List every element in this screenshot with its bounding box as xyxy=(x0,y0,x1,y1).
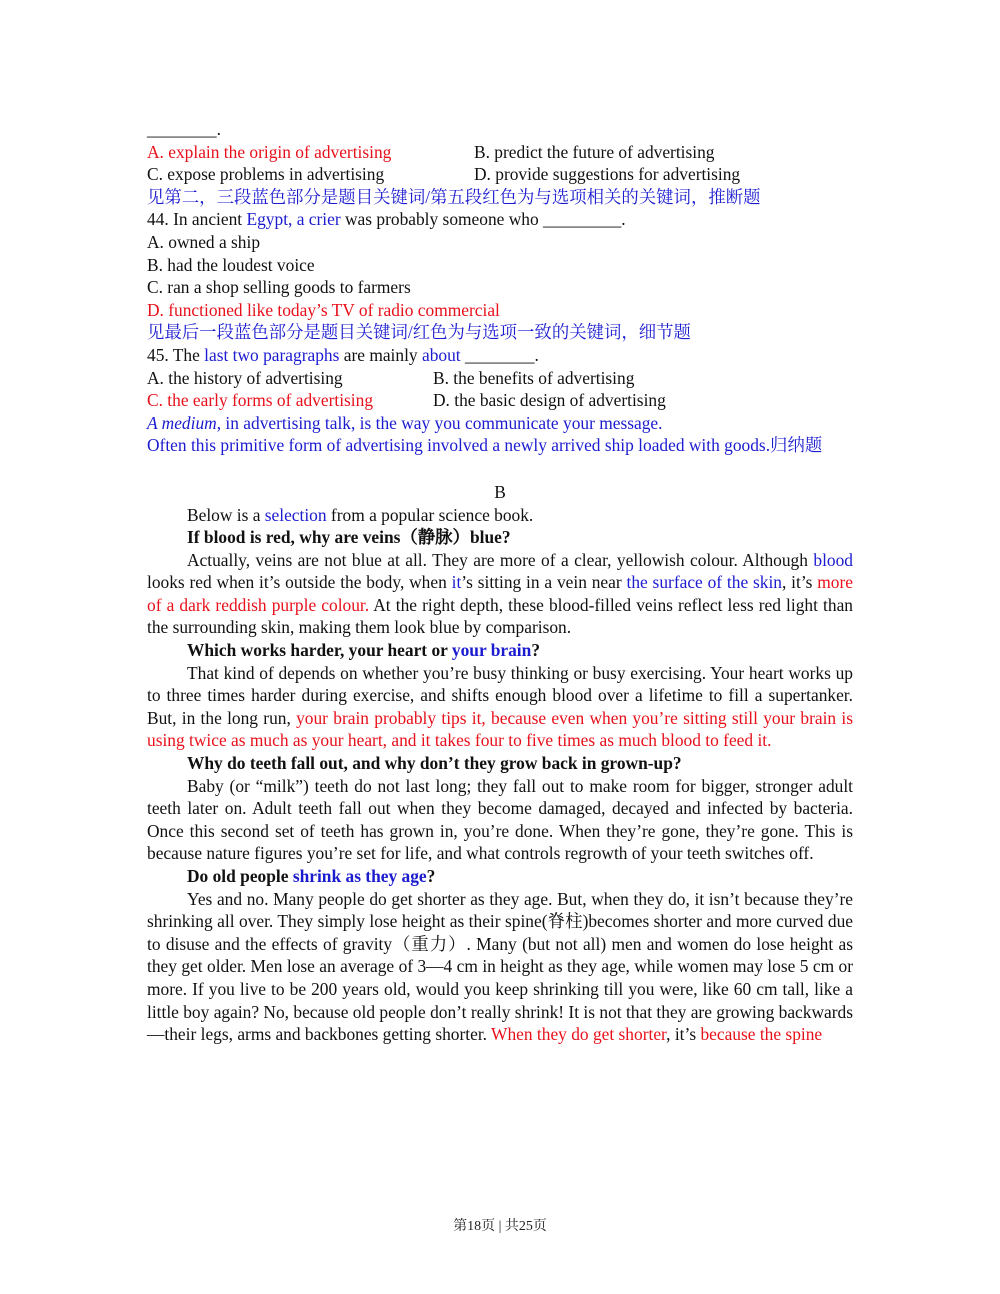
paragraph-teeth: Baby (or “milk”) teeth do not last long; they fall out to make room for bigger, stronger adult teeth later on. Adult teeth fall out when they become damaged, decayed and infected by bacteria. Once this second set of teeth has grown in, you’re done. When they’re gone, they’re gone. This is because nature figures you’re set for life, and what controls regrowth of your teeth switches off. xyxy=(147,775,853,864)
q45-stem: 45. The last two paragraphs are mainly about ________. xyxy=(147,344,539,365)
q44-option-c: C. ran a shop selling goods to farmers xyxy=(147,277,411,298)
q44-keyword: Egypt, a crier xyxy=(246,209,341,230)
q44-note: 见最后一段蓝色部分是题目关键词/红色为与选项一致的关键词，细节题 xyxy=(147,322,691,343)
heading-teeth: Why do teeth fall out, and why don’t they grow back in grown-up? xyxy=(187,753,682,774)
q45-option-b: B. the benefits of advertising xyxy=(433,367,635,388)
heading-heart-brain: Which works harder, your heart or your brain? xyxy=(187,640,541,661)
q43-options-row2 xyxy=(147,163,853,186)
q44-option-b: B. had the loudest voice xyxy=(147,254,315,275)
q44-option-d: D. functioned like today’s TV of radio commercial xyxy=(147,299,500,320)
q45-option-a: A. the history of advertising xyxy=(147,367,343,388)
q45-options-row2 xyxy=(147,389,853,412)
paragraph-veins: Actually, veins are not blue at all. They are more of a clear, yellowish colour. Although blood looks red when it’s outside the body, when it’s sitting in a vein near the surface of the skin, it’s more of a dark reddish purple colour. At the right depth, these blood-filled veins reflect less red light than the surrounding skin, making them look blue by comparison. xyxy=(147,549,853,638)
heading-shrink: Do old people shrink as they age? xyxy=(187,866,436,886)
q45-options-row1 xyxy=(147,367,853,390)
page-number: 第18页 | 共25页 xyxy=(453,1219,547,1234)
paragraph-heart-brain: That kind of depends on whether you’re busy thinking or busy exercising. Your heart works up to three times harder during exercise, and shifts enough blood over a lifetime to fill a supertanker. But, in the long run, your brain probably tips it, because even when you’re sitting still your brain is using twice as much as your heart, and it takes four to five times as much blood to feed it. xyxy=(147,662,853,751)
section-letter: B xyxy=(494,481,506,502)
q44-option-a: A. owned a ship xyxy=(147,231,261,252)
q43-option-d: D. provide suggestions for advertising xyxy=(474,164,741,185)
section-intro: Below is a selection from a popular science book. xyxy=(187,504,534,525)
paragraph-shrink: Yes and no. Many people do get shorter as they age. But, when they do, it isn’t because they’re shrinking all over. They simply lose height as their spine(脊柱)becomes shorter and more curved due to disuse and the effects of gravity（重力）. Many (but not all) men and women do lose height as they get older. Men lose an average of 3—4 cm in height as they age, while women may lose 5 cm or more. If you live to be 200 years old, would you keep shrinking till you were, like 60 cm tall, like a little boy again? No, because old people don’t really shrink! It is not that they are growing backwards—their legs, arms and backbones getting shorter. When they do get shorter, it’s because the spine xyxy=(147,888,853,1045)
q43-blank: ________. xyxy=(147,119,221,139)
page-content xyxy=(147,118,853,1046)
heading-veins: If blood is red, why are veins（静脉）blue? xyxy=(187,527,511,548)
q43-options-row1 xyxy=(147,141,853,164)
q43-option-b: B. predict the future of advertising xyxy=(474,141,715,162)
q45-option-d: D. the basic design of advertising xyxy=(433,390,666,411)
q43-note: 见第二，三段蓝色部分是题目关键词/第五段红色为与选项相关的关键词，推断题 xyxy=(147,186,761,207)
q43-option-a: A. explain the origin of advertising xyxy=(147,141,392,162)
q45-quote-1: A medium, in advertising talk, is the way you communicate your message. xyxy=(147,412,663,433)
q45-option-c: C. the early forms of advertising xyxy=(147,390,374,411)
q44-stem: 44. In ancient Egypt, a crier was probably someone who _________. xyxy=(147,209,626,230)
q45-quote-2: Often this primitive form of advertising involved a newly arrived ship loaded with goods.归纳题 xyxy=(147,435,823,456)
q43-option-c: C. expose problems in advertising xyxy=(147,164,385,185)
